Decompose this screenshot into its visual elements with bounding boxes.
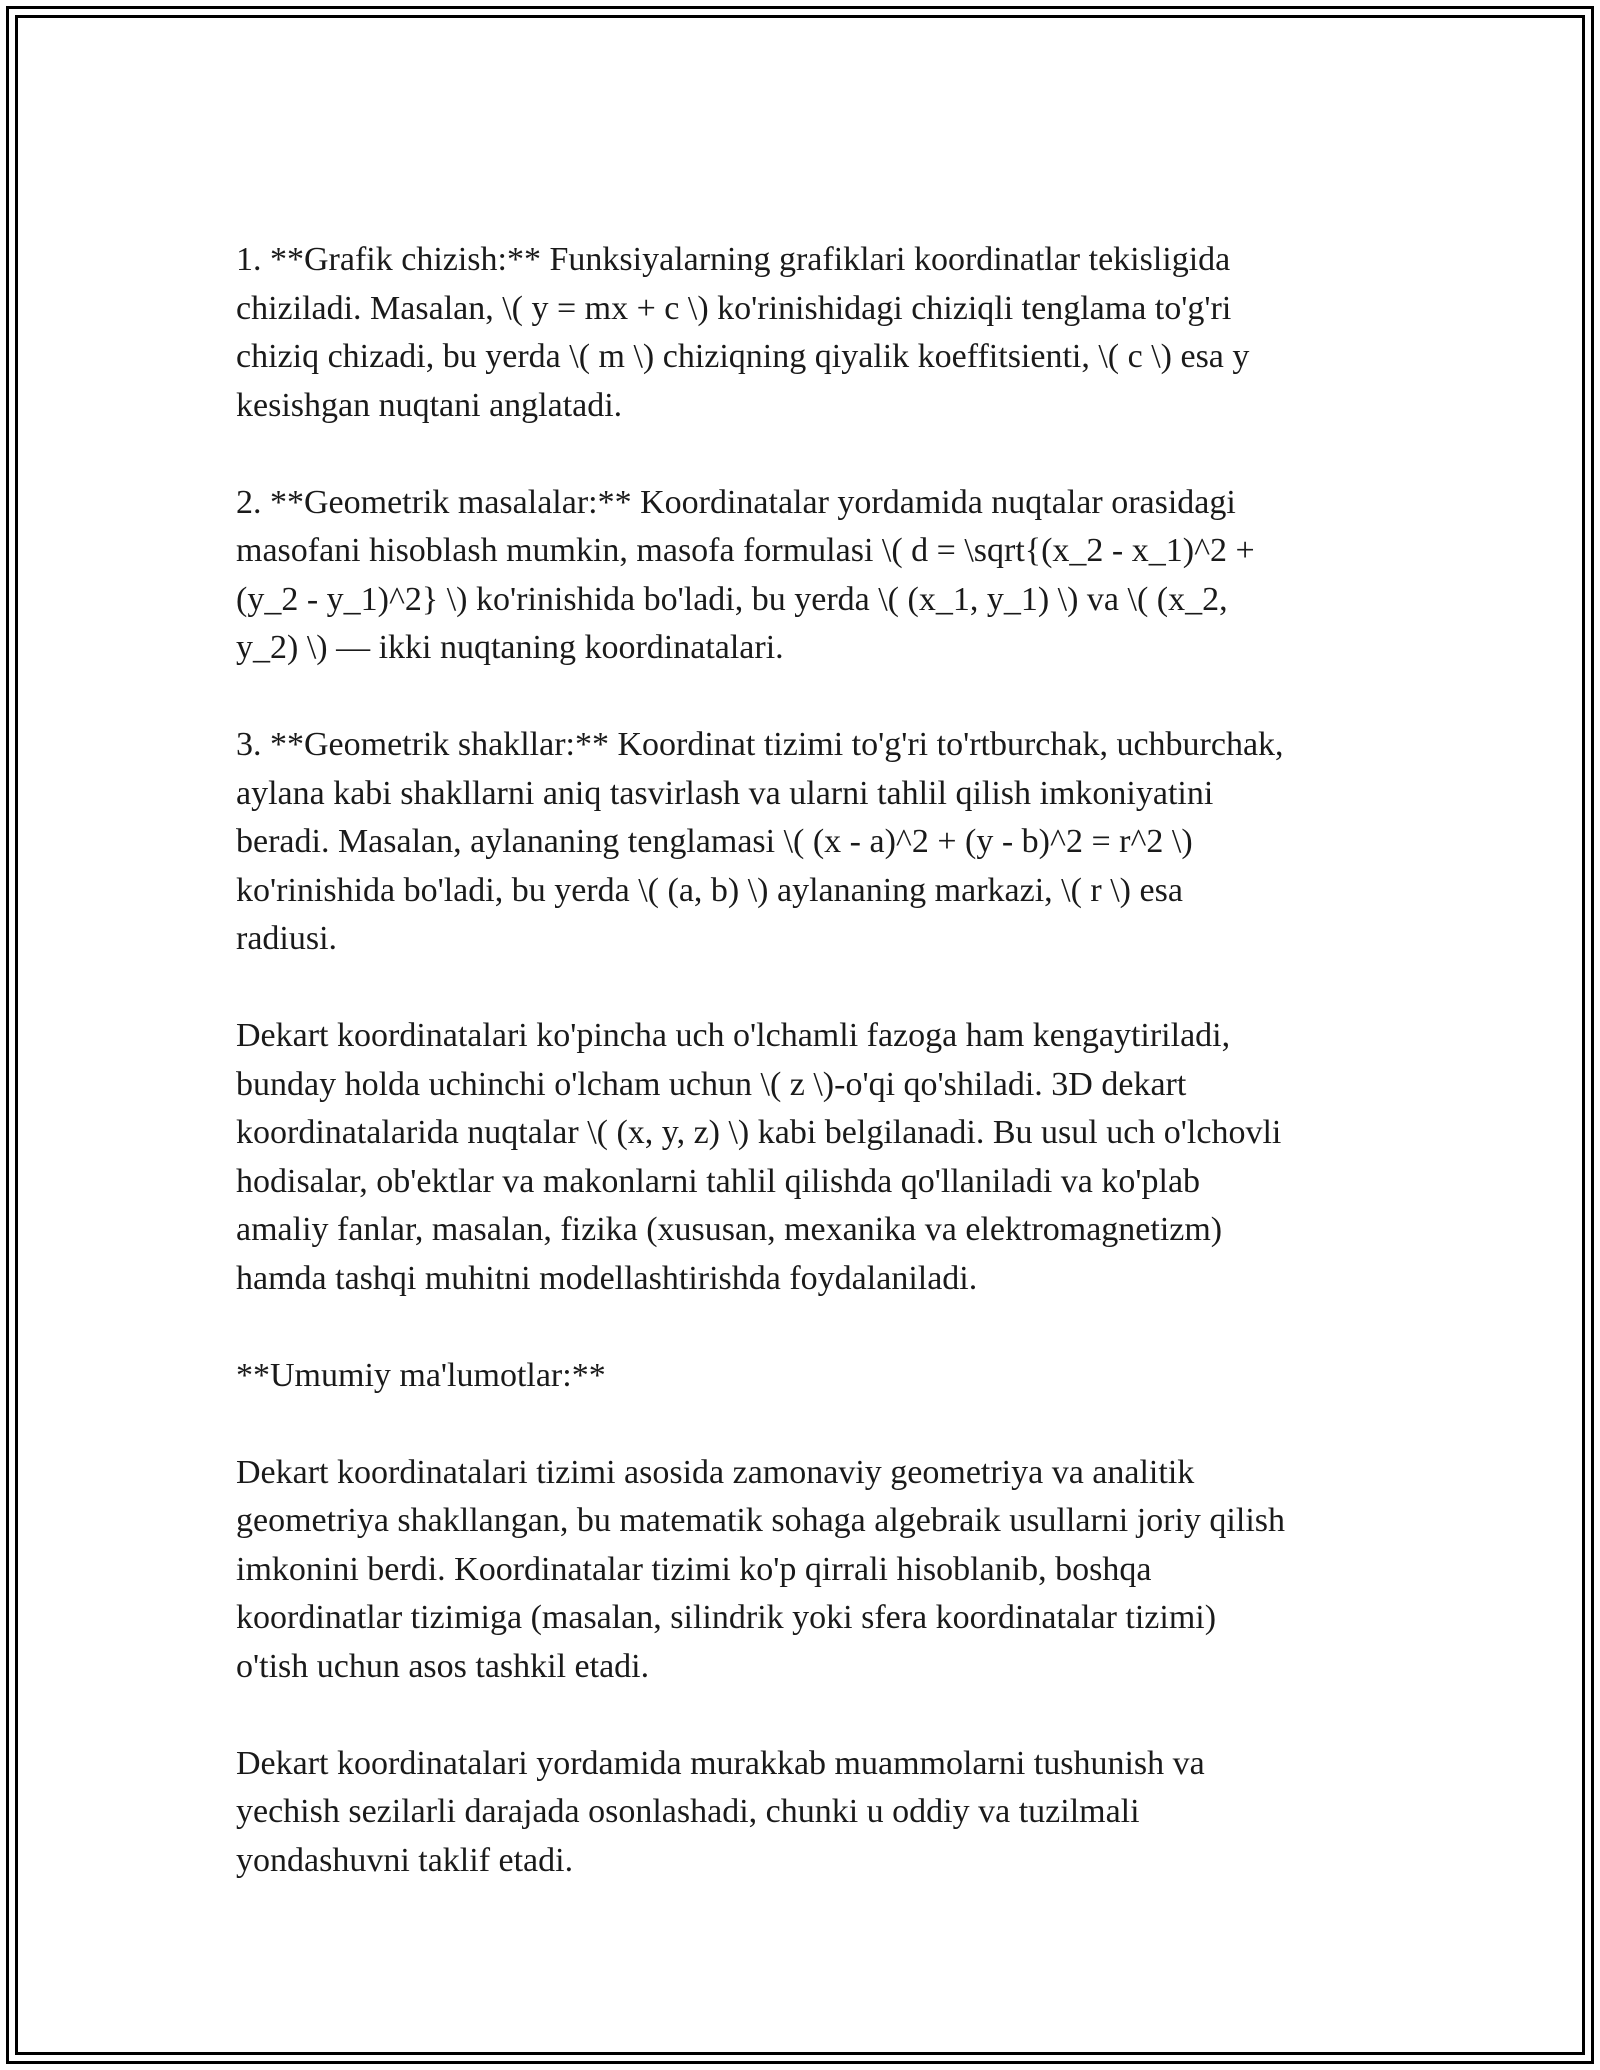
paragraph-geometric-shapes: 3. **Geometrik shakllar:** Koordinat tizimi to'g'ri to'rtburchak, uchburchak, aylana kabi shakllarni aniq tasvirlash va ularni tahlil qilish imkoniyatini beradi. Masalan, aylananing tenglamasi \( (x - a)^2 + (y - b)^2 = r^2 \) ko'rinishida bo'ladi, bu yerda \( (a, b) \) aylananing markazi, \( r \) esa radiusi. [236, 726, 1284, 957]
section-heading-general-info: **Umumiy ma'lumotlar:** [236, 1356, 606, 1394]
paragraph-conclusion: Dekart koordinatalari yordamida murakkab muammolarni tushunish va yechish sezilarli darajada osonlashadi, chunki u oddiy va tuzilmali yondashuvni taklif etadi. [236, 1744, 1205, 1879]
document-body [236, 236, 1376, 1934]
paragraph-3d-coordinates: Dekart koordinatalari ko'pincha uch o'lchamli fazoga ham kengaytiriladi, bunday holda uchinchi o'lcham uchun \( z \)-o'qi qo'shiladi. 3D dekart koordinatalarida nuqtalar \( (x, y, z) \) kabi belgilanadi. Bu usul uch o'lchovli hodisalar, ob'ektlar va makonlarni tahlil qilishda qo'llaniladi va ko'plab amaliy fanlar, masalan, fizika (xususan, mexanika va elektromagnetizm) hamda tashqi muhitni modellashtirishda foydalaniladi. [236, 1017, 1282, 1297]
paragraph-graph-drawing: 1. **Grafik chizish:** Funksiyalarning grafiklari koordinatlar tekisligida chiziladi. Masalan, \( y = mx + c \) ko'rinishidagi chiziqli tenglama to'g'ri chiziq chizadi, bu yerda \( m \) chiziqning qiyalik koeffitsienti, \( c \) esa y kesishgan nuqtani anglatadi. [236, 241, 1250, 424]
paragraph-analytic-geometry: Dekart koordinatalari tizimi asosida zamonaviy geometriya va analitik geometriya shakllangan, bu matematik sohaga algebraik usullarni joriy qilish imkonini berdi. Koordinatalar tizimi ko'p qirrali hisoblanib, boshqa koordinatlar tizimiga (masalan, silindrik yoki sfera koordinatalar tizimi) o'tish uchun asos tashkil etadi. [236, 1453, 1286, 1685]
paragraph-geometric-problems: 2. **Geometrik masalalar:** Koordinatalar yordamida nuqtalar orasidagi masofani hisoblash mumkin, masofa formulasi \( d = \sqrt{(x_2 - x_1)^2 + (y_2 - y_1)^2} \) ko'rinishida bo'ladi, bu yerda \( (x_1, y_1) \) va \( (x_2, y_2) \) — ikki nuqtaning koordinatalari. [236, 483, 1255, 666]
